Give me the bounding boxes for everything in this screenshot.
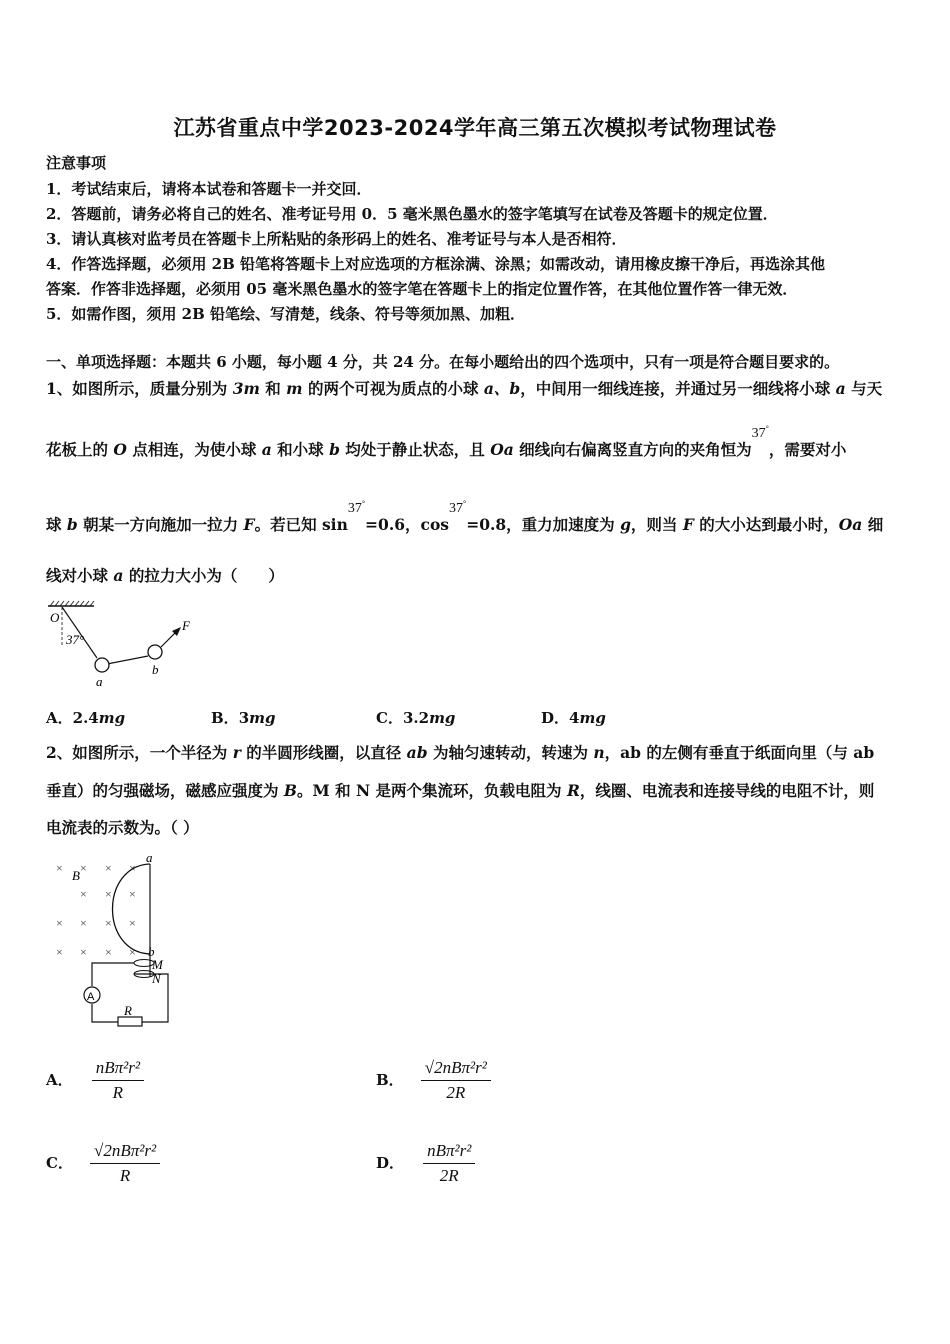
q1-option-c[interactable]: C．3.2mg xyxy=(376,709,456,727)
q2-option-a[interactable]: A． $\frac{\text{nBπ²r²}}{R}$ xyxy=(46,1058,144,1103)
wire-left-bottom xyxy=(92,1004,118,1022)
q2-line-3: 电流表的示数为。（ ） xyxy=(46,818,199,837)
slip-ring-M xyxy=(134,960,154,967)
fig-label-a: a xyxy=(96,674,103,689)
q2-option-c-fraction: $\frac{\text{√2nBπ²r²}}{R}$ xyxy=(90,1141,160,1186)
ball-a xyxy=(95,658,109,672)
q1-figure xyxy=(44,600,204,692)
svg-text:×: × xyxy=(56,916,63,930)
q1-option-a[interactable]: A．2.4mg xyxy=(46,709,126,727)
note-item-1: 1．考试结束后，请将本试卷和答题卡一并交回． xyxy=(46,180,372,198)
page-title: 江苏省重点中学2023-2024学年高三第五次模拟考试物理试卷 xyxy=(173,116,777,140)
q1-option-d[interactable]: D．4mg xyxy=(541,709,606,727)
svg-text:×: × xyxy=(105,916,112,930)
q2-line-2: 垂直）的匀强磁场，磁感应强度为 B。M 和 N 是两个集流环，负载电阻为 R，线圈、电流表和连接导线的电阻不计，则 xyxy=(46,781,875,800)
ball-b xyxy=(148,645,162,659)
semicircle-coil xyxy=(113,864,151,954)
q1-line-4: 线对小球 a 的拉力大小为（ ） xyxy=(46,566,284,585)
fig-label-F: F xyxy=(182,618,190,633)
resistor xyxy=(118,1017,142,1026)
note-item-4-cont: 答案．作答非选择题，必须用 05 毫米黑色墨水的签字笔在答题卡上的指定位置作答，在其他位置作答一律无效． xyxy=(46,280,798,298)
svg-text:×: × xyxy=(105,945,112,959)
q2-figure xyxy=(50,852,180,1032)
q2-line-1: 2、如图所示，一个半径为 r 的半圆形线圈，以直径 ab 为轴匀速转动，转速为 n，ab 的左侧有垂直于纸面向里（与 ab xyxy=(46,743,875,762)
svg-text:×: × xyxy=(80,861,87,875)
notes-heading: 注意事项 xyxy=(46,154,107,172)
fig-label-M: M xyxy=(152,957,163,972)
svg-text:×: × xyxy=(129,945,136,959)
svg-text:×: × xyxy=(129,887,136,901)
wire-left-top xyxy=(92,963,134,986)
note-item-4: 4．作答选择题，必须用 2B 铅笔将答题卡上对应选项的方框涂满、涂黑；如需改动，请用橡皮擦干净后，再选涂其他 xyxy=(46,255,826,273)
svg-text:×: × xyxy=(56,945,63,959)
wire-right xyxy=(134,974,168,1022)
svg-text:×: × xyxy=(80,916,87,930)
section-heading: 一、单项选择题：本题共 6 小题，每小题 4 分，共 24 分。在每小题给出的四个选项中，只有一项是符合题目要求的。 xyxy=(46,353,840,371)
note-item-5: 5．如需作图，须用 2B 铅笔绘、写清楚，线条、符号等须加黑、加粗． xyxy=(46,305,525,323)
note-item-2: 2．答题前，请务必将自己的姓名、准考证号用 0．5 毫米黑色墨水的签字笔填写在试卷及答题卡的规定位置． xyxy=(46,205,778,223)
q2-option-d[interactable]: D． $\frac{\text{nBπ²r²}}{2R}$ xyxy=(376,1141,475,1186)
q2-option-d-fraction: $\frac{\text{nBπ²r²}}{2R}$ xyxy=(423,1141,475,1186)
fig-label-b: b xyxy=(148,944,155,959)
svg-text:×: × xyxy=(105,861,112,875)
fig-label-O: O xyxy=(50,610,60,625)
fig-label-B: B xyxy=(72,868,80,883)
q2-option-a-fraction: $\frac{\text{nBπ²r²}}{R}$ xyxy=(92,1058,144,1103)
q2-option-c[interactable]: C． $\frac{\text{√2nBπ²r²}}{R}$ xyxy=(46,1141,160,1186)
ammeter-label: A xyxy=(87,991,95,1003)
svg-text:×: × xyxy=(129,861,136,875)
fig-label-R: R xyxy=(124,1003,132,1018)
note-item-3: 3．请认真核对监考员在答题卡上所粘贴的条形码上的姓名、准考证号与本人是否相符． xyxy=(46,230,627,248)
q1-option-b[interactable]: B．3mg xyxy=(211,709,276,727)
fig-label-a: a xyxy=(146,852,153,865)
q1-line-3: 球 b 朝某一方向施加一拉力 F。若已知 sin37°=0.6，cos37°=0.8，重力加速度为 g，则当 F 的大小达到最小时，Oa 细 xyxy=(46,499,884,534)
fig-label-b: b xyxy=(152,662,159,677)
q1-line-1: 1、如图所示，质量分别为 3m 和 m 的两个可视为质点的小球 a、b，中间用一细线连接，并通过另一细线将小球 a 与天 xyxy=(46,379,883,398)
svg-text:×: × xyxy=(80,887,87,901)
q1-line-2: 花板上的 O 点相连，为使小球 a 和小球 b 均处于静止状态，且 Oa 细线向右偏离竖直方向的夹角恒为37°，需要对小 xyxy=(46,424,847,459)
svg-text:×: × xyxy=(105,887,112,901)
svg-text:×: × xyxy=(129,916,136,930)
fig-label-angle: 37° xyxy=(66,632,85,647)
svg-text:×: × xyxy=(80,945,87,959)
q2-option-b-fraction: $\frac{\text{√2nBπ²r²}}{2R}$ xyxy=(421,1058,491,1103)
svg-text:×: × xyxy=(56,861,63,875)
fig-label-N: N xyxy=(152,971,161,986)
q2-option-b[interactable]: B． $\frac{\text{√2nBπ²r²}}{2R}$ xyxy=(376,1058,491,1103)
